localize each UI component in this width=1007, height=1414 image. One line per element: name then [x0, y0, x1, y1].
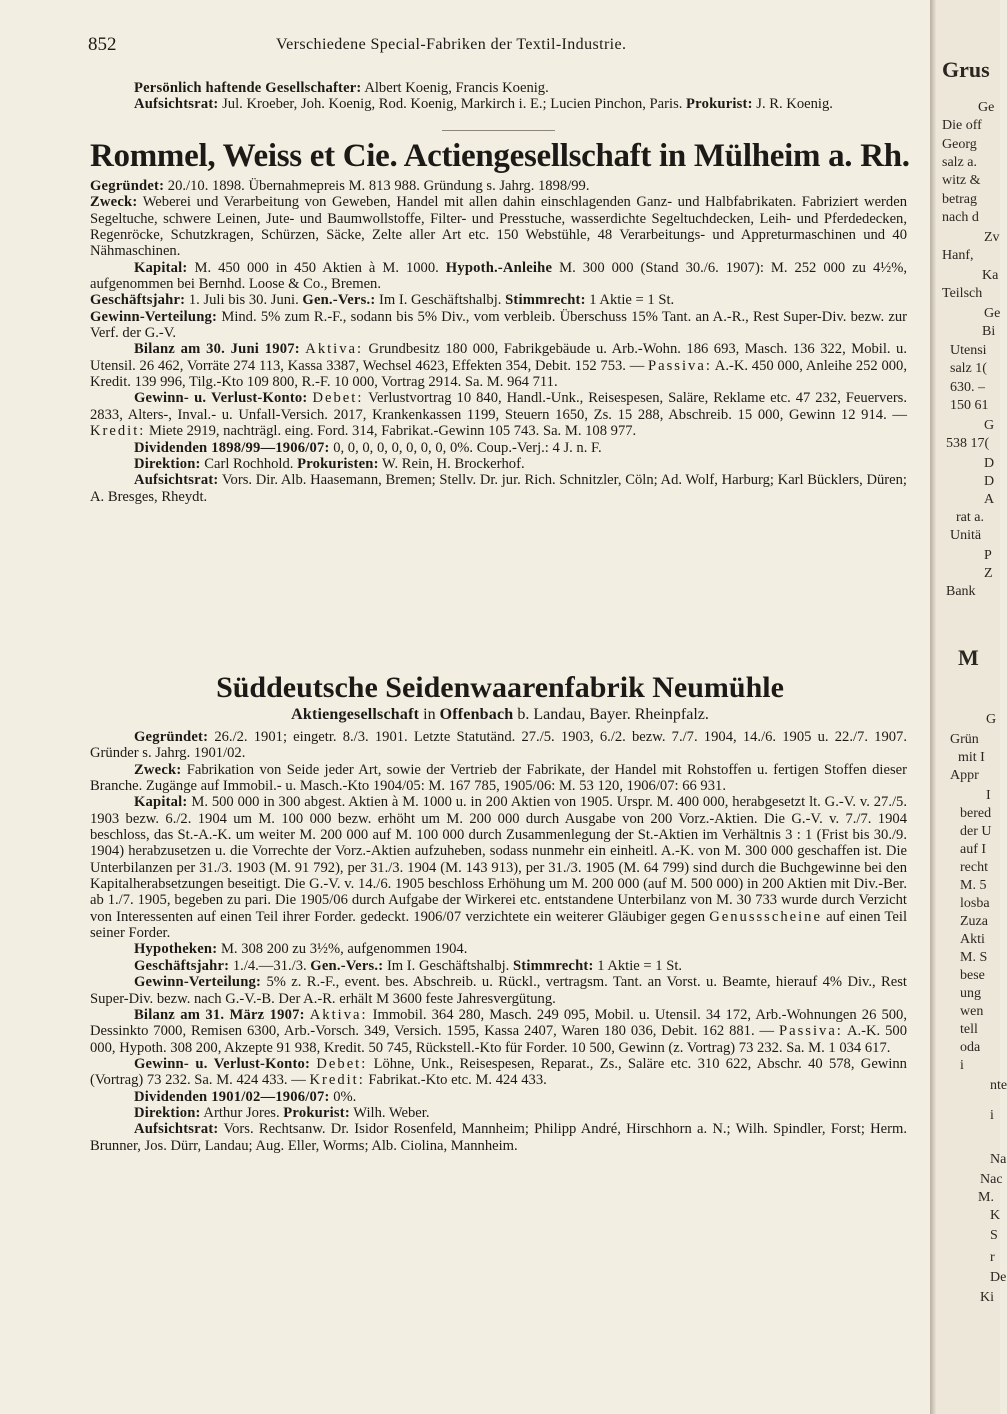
company-title: Rommel, Weiss et Cie. Actiengesellschaft in Mülheim a. Rh. [90, 138, 910, 174]
separator-rule [442, 130, 555, 131]
adjacent-page-line: recht [960, 860, 988, 875]
tail-line-2: Aufsichtsrat: Jul. Kroeber, Joh. Koenig, Rod. Koenig, Markirch i. E.; Lucien Pinchon, Paris. Prokurist: J. R. Koenig. [134, 96, 833, 113]
adjacent-page-line: M. 5 [960, 878, 987, 893]
bilanz: Bilanz am 31. März 1907: Aktiva: Immobil. 364 280, Masch. 249 095, Mobil. u. Utensil. 34 172, Arb.-Wohnungen 26 500, Dessinkto 7000, Remisen 6300, Arb.-Vorsch. 349, Versich. 1595, Kassa 2407, Waren 180 036, Debit. 162 881. — Passiva: A.-K. 500 000, Hypoth. 308 200, Akzepte 91 938, Kredit. 50 745, Rückstell.-Kto für Forder. 10 500, Gewinn (z. Vortrag) 73 232. Sa. M. 1 034 617. [90, 1006, 907, 1056]
adjacent-page-line: G [986, 712, 997, 727]
direktion: Direktion: Carl Rochhold. Prokuristen: W. Rein, H. Brockerhof. [134, 455, 525, 472]
direktion: Direktion: Arthur Jores. Prokurist: Wilh. Weber. [134, 1104, 430, 1121]
adjacent-page-line: D [984, 474, 995, 489]
hypotheken: Hypotheken: M. 308 200 zu 3½%, aufgenommen 1904. [134, 941, 468, 958]
adjacent-page-line: Die off [942, 118, 982, 133]
adjacent-page-line: Ki [980, 1290, 994, 1305]
adjacent-page-line: salz a. [942, 155, 977, 170]
adjacent-page-line: P [984, 548, 992, 563]
adjacent-page-line: salz 1( [950, 361, 987, 376]
adjacent-page-line: Utensi [950, 343, 987, 358]
adjacent-page-line: betrag [942, 192, 977, 207]
adjacent-page-line: Na [990, 1152, 1007, 1167]
zweck: Zweck: Fabrikation von Seide jeder Art, sowie der Vertrieb der Fabrikate, der Handel mit Rohstoffen u. fertigen Stoffen dieser Branche. Zugänge auf Immobil.- u. Masch.-Kto 1904/05: M. 167 785, 1905/06: M. 53 120, 1906/07: 66 931. [90, 761, 907, 795]
company-entry-neumuehle [90, 729, 907, 1154]
adjacent-page-line: ung [960, 986, 981, 1001]
adjacent-page-line: nte [990, 1078, 1007, 1093]
adjacent-page-line: Appr [950, 768, 979, 783]
adjacent-page-line: Ge [978, 100, 995, 115]
adjacent-page-line: Zuza [960, 914, 988, 929]
guv-konto: Gewinn- u. Verlust-Konto: Debet: Löhne, Unk., Reisespesen, Reparat., Zs., Saläre etc. 310 622, Abschr. 40 578, Gewinn (Vortrag) 73 232. Sa. M. 424 433. — Kredit: Fabrikat.-Kto etc. M. 424 433. [90, 1055, 907, 1089]
company-title: Süddeutsche Seidenwaarenfabrik Neumühle [216, 671, 784, 704]
adjacent-page-line: Bank [946, 584, 976, 599]
aufsichtsrat: Aufsichtsrat: Vors. Dir. Alb. Haasemann, Bremen; Stellv. Dr. jur. Rich. Schnitzler, Cöln; Ad. Wolf, Harburg; Karl Bücklers, Düren; A. Bresges, Rheydt. [90, 472, 907, 505]
gewinn-verteilung: Gewinn-Verteilung: Mind. 5% zum R.-F., sodann bis 5% Div., vom verbleib. Überschuss 15% Tant. an A.-R., Rest Super-Div. bezw. zur Verf. der G.-V. [90, 308, 907, 342]
adjacent-page-line: Ge [984, 306, 1001, 321]
adjacent-page-line: nach d [942, 210, 979, 225]
adjacent-page-line: tell [960, 1022, 978, 1037]
adjacent-page-line: Akti [960, 932, 985, 947]
adjacent-page-line: Z [984, 566, 993, 581]
adjacent-page-line: G [984, 418, 995, 433]
adjacent-page-line: Nac [980, 1172, 1003, 1187]
adjacent-page-line: Zv [984, 230, 1000, 245]
bilanz: Bilanz am 30. Juni 1907: Aktiva: Grundbesitz 180 000, Fabrikgebäude u. Arb.-Wohn. 186 693, Masch. 136 322, Mobil. u. Utensil. 26 462, Vorräte 274 113, Kassa 3387, Wechsel 4623, Effekten 354, Debit. 152 753. — Passiva: A.-K. 450 000, Anleihe 252 000, Kredit. 139 996, Tilg.-Kto 109 800, R.-F. 10 000, Vortrag 2914. Sa. M. 964 711. [90, 341, 907, 391]
adjacent-page-line: 538 17( [946, 436, 990, 451]
guv-konto: Gewinn- u. Verlust-Konto: Debet: Verlustvortrag 10 840, Handl.-Unk., Reisespesen, Saläre, Reklame etc. 47 232, Feuervers. 2833, Alters-, Inval.- u. Unfall-Versich. 2017, Krankenkassen 1199, Steuern 1650, Zs. 15 288, Abschreib. 15 000, Gewinn 12 914. — Kredit: Miete 2919, nachträgl. eing. Ford. 314, Fabrikat.-Gewinn 105 743. Sa. M. 108 977. [90, 390, 908, 440]
adjacent-page-line: rat a. [956, 510, 984, 525]
zweck: Zweck: Weberei und Verarbeitung von Geweben, Handel mit allen dahin einschlagenden Ganz- und Halbfabrikaten. Fabriziert werden Segeltuche, schwere Leinen, Jute- und Baumwollstoffe, Filter- und Presstuche, wasserdichte Segeltuchdecken, Leih- und Pferdedecken, Regenröcke, Schutzkragen, Schürzen, Säcke, Zelte aller Art etc. 150 Webstühle, 48 Verarbeitungs- und Appreturmaschinen und 40 Nähmaschinen. [90, 194, 907, 260]
adjacent-page-line: 630. – [950, 380, 985, 395]
adjacent-page-line: K [990, 1208, 1001, 1223]
adjacent-page-line: S [990, 1228, 998, 1243]
adjacent-page-line: M. S [960, 950, 988, 965]
adjacent-page-line: D [984, 456, 995, 471]
adjacent-page-line: i [960, 1058, 964, 1073]
adjacent-page-line: der U [960, 824, 992, 839]
adjacent-page-line: witz & [942, 173, 981, 188]
page-number: 852 [88, 34, 117, 55]
adjacent-page-line: Ka [982, 268, 999, 283]
adjacent-page-line: Grus [942, 57, 990, 82]
dividenden: Dividenden 1898/99—1906/07: 0, 0, 0, 0, 0, 0, 0, 0, 0%. Coup.-Verj.: 4 J. n. F. [134, 439, 602, 456]
adjacent-page-line: Unitä [950, 528, 982, 543]
adjacent-page-line: r [990, 1250, 995, 1265]
gewinn-verteilung: Gewinn-Verteilung: 5% z. R.-F., event. bes. Abschreib. u. Rückl., vertragsm. Tant. an Vorst. u. Beamte, hierauf 4% Div., Rest Super-Div. bezw. nach G.-V.-B. Der A.-R. erhält M 3600 feste Jahresvergütung. [90, 974, 907, 1007]
adjacent-page-line: bese [960, 968, 985, 983]
adjacent-page-line: oda [960, 1040, 981, 1055]
adjacent-page-line: I [986, 788, 991, 803]
adjacent-page-line: i [990, 1108, 994, 1123]
adjacent-page-line: 150 61 [950, 398, 989, 413]
adjacent-page-line: M [958, 645, 979, 670]
gegruendet: Gegründet: 26./2. 1901; eingetr. 8./3. 1901. Letzte Statutänd. 27./5. 1903, 6./2. bezw. 7./7. 1904, 14./6. 1905 u. 22./7. 1907. Gründer s. Jahrg. 1901/02. [90, 729, 907, 762]
company-entry-rommel [90, 178, 907, 505]
adjacent-page-line: mit I [958, 750, 985, 765]
running-head: Verschiedene Special-Fabriken der Textil-Industrie. [276, 36, 627, 53]
adjacent-page-line: M. [978, 1190, 994, 1205]
kapital: Kapital: M. 500 000 in 300 abgest. Aktien à M. 1000 u. in 200 Aktien von 1905. Urspr. M. 400 000, herabgesetzt lt. G.-V. v. 27./5. 1903 bezw. 6./2. 1904 um M. 100 000 bezw. erhöht um M. 200 000 durch Ausgabe von 200 Vorz.-Aktien. Die G.-V. v. 7./7. 1904 beschloss, das St.-A.-K. um weiter M. 200 000 auf M. 100 000 durch Zusammenlegung der St.-Aktien im Verhältnis 3 : 1 (Frist bis 30./9. 1904) herabzusetzen u. die Vorrechte der Vorz.-Aktien aufzuheben, sodass nunmehr ein einheitl. A.-K. von M. 300 000 geschaffen ist. Die Unterbilanzen per 31./3. 1903 (M. 91 792), per 31./3. 1904 (M. 143 913), per 31./3. 1905 (M. 64 799) sind durch die Buchgewinne bei den Kapitalherabsetzungen beseitigt. Die G.-V. v. 14./6. 1905 beschloss Erhöhung um M. 200 000 (auf M. 500 000) in 200 Aktien mit Div.-Ber. ab 1./7. 1905, begeben zu pari. Die 1905/06 durch Aufgabe der Wirkerei etc. entstandene Unterbilanz von M. 30 733 wurde durch Verzicht von Interessenten auf einen Teil ihrer Forder. gedeckt. 1906/07 verzichtete ein weiterer Gläubiger gegen Genussscheine auf einen Teil seiner Forder. [90, 794, 908, 942]
adjacent-page-line: Bi [982, 324, 996, 339]
company-subtitle: Aktiengesellschaft in Offenbach b. Landau, Bayer. Rheinpfalz. [291, 706, 709, 723]
previous-entry-tail [90, 80, 907, 113]
dividenden: Dividenden 1901/02—1906/07: 0%. [134, 1088, 357, 1105]
adjacent-page-line: Teilsch [942, 286, 983, 301]
adjacent-page-line: losba [960, 896, 990, 911]
adjacent-page-line: Georg [942, 137, 977, 152]
adjacent-page-line: A [984, 492, 995, 507]
gegruendet: Gegründet: 20./10. 1898. Übernahmepreis M. 813 988. Gründung s. Jahrg. 1898/99. [90, 178, 590, 194]
geschaeftsjahr: Geschäftsjahr: 1./4.—31./3. Gen.-Vers.: Im I. Geschäftshalbj. Stimmrecht: 1 Aktie = 1 St. [134, 957, 683, 974]
adjacent-page-line: wen [960, 1004, 984, 1019]
adjacent-page-line: auf I [960, 842, 987, 857]
adjacent-page-line: De [990, 1270, 1007, 1285]
page-header [88, 34, 908, 60]
tail-line-1: Persönlich haftende Gesellschafter: Albert Koenig, Francis Koenig. [134, 80, 549, 96]
adjacent-page-line: bered [960, 806, 992, 821]
adjacent-page-line: Grün [950, 732, 979, 747]
aufsichtsrat: Aufsichtsrat: Vors. Rechtsanw. Dr. Isidor Rosenfeld, Mannheim; Philipp André, Hirschhorn a. N.; Wilh. Spindler, Forst; Herm. Brunner, Jos. Dürr, Landau; Aug. Eller, Worms; Alb. Ciolina, Mannheim. [90, 1121, 907, 1154]
adjacent-page-line: Hanf, [942, 248, 974, 263]
kapital: Kapital: M. 450 000 in 450 Aktien à M. 1000. Hypoth.-Anleihe M. 300 000 (Stand 30./6. 1907): M. 252 000 zu 4½%, aufgenommen bei Bernhd. Loose & Co., Bremen. [90, 259, 908, 293]
geschaeftsjahr: Geschäftsjahr: 1. Juli bis 30. Juni. Gen.-Vers.: Im I. Geschäftshalbj. Stimmrecht: 1 Aktie = 1 St. [90, 292, 675, 309]
